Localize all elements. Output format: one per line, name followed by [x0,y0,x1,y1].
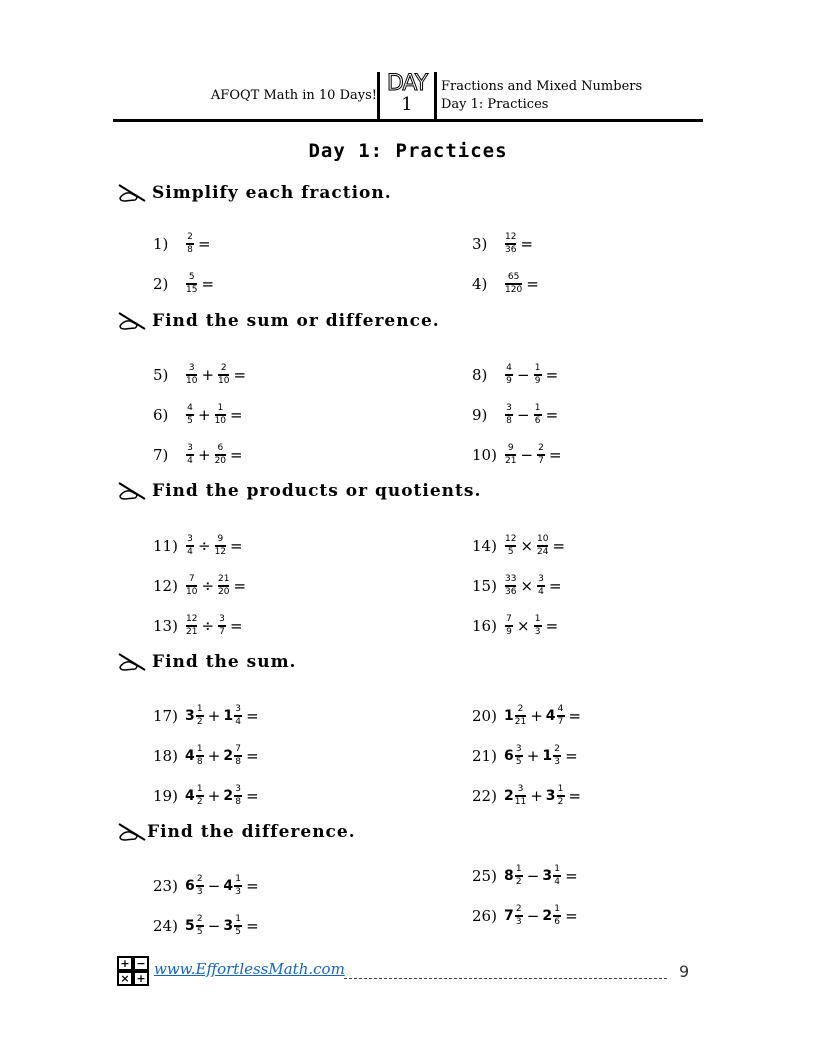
numerator: 12 [505,232,517,242]
denominator: 3 [196,887,203,897]
fraction [557,704,565,728]
section-heading [117,183,392,203]
denominator: 21 [505,456,517,466]
problem-item [472,861,578,891]
numerator: 2 [538,443,544,453]
fraction [534,614,542,638]
operator: − [207,917,221,935]
problem-number: 2) [153,275,169,293]
numerator: 3 [235,784,241,794]
numerator: 10 [537,534,549,544]
whole-number: 7 [504,908,514,924]
effortless-math-logo [117,956,149,986]
problem-item [472,360,558,390]
fraction [186,232,194,256]
problem-number: 20) [472,707,497,725]
numerator: 9 [217,534,224,544]
denominator: 36 [505,587,517,597]
denominator: 5 [235,927,241,937]
problem-number: 23) [153,877,178,895]
problem-number: 4) [472,275,488,293]
whole-number: 2 [223,788,234,804]
problem-number: 7) [153,446,169,464]
numerator: 65 [507,272,520,282]
operator: − [526,867,540,885]
website-link[interactable]: www.EffortlessMath.com [154,960,345,978]
denominator: 4 [538,587,544,597]
denominator: 8 [187,245,193,255]
denominator: 7 [219,627,225,637]
denominator: 11 [514,797,527,807]
problem-item [153,701,259,731]
operator: + [530,707,543,725]
whole-number: 4 [185,748,195,764]
problem-item [153,360,246,390]
denominator: 8 [196,757,203,767]
numerator: 3 [235,704,241,714]
numerator: 1 [235,874,241,884]
operator: + [526,747,540,765]
fraction [515,904,523,928]
equals-sign: = [545,366,559,384]
fraction [186,534,194,558]
denominator: 2 [515,877,522,887]
numerator: 4 [557,704,564,714]
problem-item [153,611,243,641]
equals-sign: = [233,577,247,595]
numerator: 2 [554,744,560,754]
numerator: 1 [515,864,522,874]
problem-number: 18) [153,747,178,765]
section-title: Find the difference. [147,822,356,842]
equals-sign: = [520,235,534,253]
fraction [186,614,197,638]
denominator: 9 [534,376,541,386]
fraction [505,232,516,256]
equals-sign: = [246,917,259,935]
fraction [505,443,516,467]
fraction [515,744,523,768]
fraction [186,574,197,598]
denominator: 4 [235,717,241,727]
fraction [215,443,226,467]
equals-sign: = [568,707,582,725]
equals-sign: = [552,537,566,555]
denominator: 4 [554,877,560,887]
header-divider [113,119,703,122]
problem-number: 12) [153,577,178,595]
numerator: 3 [538,574,544,584]
problem-number: 14) [472,537,497,555]
numerator: 5 [188,272,195,282]
section-heading [117,311,440,331]
numerator: 2 [515,904,522,914]
problem-number: 25) [472,867,497,885]
denominator: 5 [507,547,514,557]
operator: ÷ [198,537,211,555]
numerator: 1 [534,363,541,373]
numerator: 4 [506,363,512,373]
minus-icon: − [136,957,146,970]
problem-item [472,741,578,771]
problem-item [153,400,243,430]
denominator: 5 [187,416,193,426]
fraction [515,704,526,728]
whole-number: 2 [504,788,514,804]
numerator: 4 [187,403,193,413]
whole-number: 4 [223,878,234,894]
denominator: 36 [505,245,517,255]
equals-sign: = [246,877,259,895]
denominator: 10 [218,376,230,386]
problem-number: 1) [153,235,169,253]
problem-item [472,611,558,641]
problem-number: 13) [153,617,178,635]
numerator: 6 [217,443,224,453]
fraction [218,574,229,598]
operator: ÷ [201,617,215,635]
fraction [218,614,226,638]
fraction [234,784,242,808]
problem-item [153,229,211,259]
whole-number: 4 [185,788,195,804]
denominator: 24 [537,547,549,557]
problem-item [472,229,533,259]
problem-number: 10) [472,446,497,464]
problem-item [472,701,581,731]
day-label: DAY [386,71,428,96]
page-footer [117,956,693,986]
operator: + [207,787,221,805]
equals-sign: = [230,537,243,555]
denominator: 3 [515,917,522,927]
equals-sign: = [565,867,578,885]
problem-number: 26) [472,907,497,925]
equals-sign: = [246,707,259,725]
whole-number: 3 [545,788,556,804]
denominator: 2 [196,717,203,727]
numerator: 1 [554,904,560,914]
fraction [186,363,197,387]
denominator: 12 [214,547,227,557]
equals-sign: = [549,446,562,464]
equals-sign: = [230,406,243,424]
writing-hand-icon [117,481,147,501]
fraction [505,363,513,387]
chapter-info [441,78,642,114]
fraction [196,744,204,768]
denominator: 4 [187,547,193,557]
problem-item [153,269,214,299]
problem-number: 24) [153,917,178,935]
denominator: 15 [186,285,198,295]
numerator: 3 [219,614,225,624]
operator: − [526,907,540,925]
section-heading [117,822,356,842]
operator: − [207,877,221,895]
plus-icon: + [120,957,130,970]
denominator: 21 [514,717,527,727]
denominator: 8 [235,797,241,807]
equals-sign: = [201,275,215,293]
numerator: 1 [196,784,203,794]
problem-number: 3) [472,235,488,253]
operator: ÷ [201,577,215,595]
denominator: 120 [505,285,523,295]
fraction [186,443,194,467]
operator: − [517,406,530,424]
writing-hand-icon [117,822,147,842]
operator: × [517,617,530,635]
fraction [515,864,523,888]
plus-icon: + [136,972,146,985]
whole-number: 1 [223,708,234,724]
whole-number: 2 [223,748,234,764]
fraction [534,403,542,427]
whole-number: 3 [223,918,234,934]
equals-sign: = [230,617,243,635]
problem-item [153,531,243,561]
denominator: 3 [534,627,541,637]
writing-hand-icon [117,652,147,672]
denominator: 3 [235,887,241,897]
problem-number: 5) [153,366,169,384]
fraction [215,534,226,558]
numerator: 3 [187,534,193,544]
section-heading [117,481,481,501]
fraction [234,914,242,938]
problem-item [153,571,246,601]
denominator: 9 [506,376,512,386]
problem-item [472,531,565,561]
numerator: 1 [217,403,224,413]
equals-sign: = [545,406,559,424]
equals-sign: = [198,235,211,253]
denominator: 20 [214,456,227,466]
fraction [186,403,194,427]
footer-dashed-rule [344,978,667,979]
equals-sign: = [230,446,243,464]
writing-hand-icon [117,183,147,203]
numerator: 1 [534,403,541,413]
denominator: 6 [554,917,560,927]
denominator: 5 [515,757,522,767]
whole-number: 1 [504,708,514,724]
section-heading [117,652,296,672]
operator: + [198,446,211,464]
numerator: 3 [517,784,524,794]
equals-sign: = [233,366,247,384]
fraction [553,744,561,768]
denominator: 2 [196,797,203,807]
equals-sign: = [246,787,259,805]
denominator: 7 [538,456,544,466]
denominator: 20 [218,587,230,597]
page-header [113,72,703,120]
fraction [515,784,526,808]
fraction [505,272,522,296]
denominator: 10 [214,416,227,426]
denominator: 3 [554,757,560,767]
denominator: 4 [187,456,193,466]
fraction [553,904,561,928]
fraction [234,744,242,768]
numerator: 2 [196,874,203,884]
book-title: AFOQT Math in 10 Days! [210,88,377,103]
fraction [186,272,197,296]
denominator: 8 [235,757,241,767]
denominator: 2 [557,797,564,807]
numerator: 12 [505,534,517,544]
equals-sign: = [545,617,559,635]
numerator: 3 [187,443,193,453]
problem-item [153,781,259,811]
problem-number: 22) [472,787,497,805]
denominator: 6 [534,416,541,426]
numerator: 3 [188,363,195,373]
problem-item [153,741,259,771]
numerator: 1 [196,704,203,714]
numerator: 2 [517,704,524,714]
section-title: Find the products or quotients. [152,481,482,501]
whole-number: 1 [542,748,553,764]
whole-number: 3 [185,708,195,724]
problem-item [472,901,578,931]
denominator: 7 [557,717,564,727]
problem-item [472,269,539,299]
fraction [196,784,204,808]
numerator: 1 [196,744,203,754]
numerator: 33 [505,574,517,584]
numerator: 1 [554,864,560,874]
denominator: 9 [506,627,512,637]
problem-item [153,871,259,901]
fraction [196,914,204,938]
problem-number: 11) [153,537,178,555]
denominator: 8 [506,416,512,426]
fraction [215,403,226,427]
chapter-subtitle: Day 1: Practices [441,97,549,112]
equals-sign: = [549,577,562,595]
problem-number: 8) [472,366,488,384]
equals-sign: = [565,747,578,765]
numerator: 1 [557,784,564,794]
operator: × [520,537,534,555]
fraction [553,864,561,888]
operator: × [520,577,534,595]
fraction [196,704,204,728]
whole-number: 5 [185,918,195,934]
denominator: 5 [196,927,203,937]
fraction [505,534,516,558]
page-title: Day 1: Practices [308,140,508,162]
operator: − [520,446,534,464]
numerator: 3 [506,403,512,413]
operator: + [201,366,215,384]
fraction [234,874,242,898]
numerator: 9 [507,443,514,453]
operator: − [517,366,530,384]
numerator: 7 [235,744,241,754]
numerator: 1 [235,914,241,924]
writing-hand-icon [117,311,147,331]
numerator: 7 [188,574,195,584]
fraction [505,403,513,427]
problem-item [472,571,562,601]
equals-sign: = [246,747,259,765]
equals-sign: = [526,275,539,293]
whole-number: 6 [504,748,514,764]
numerator: 1 [534,614,541,624]
problem-item [153,440,243,470]
numerator: 12 [186,614,198,624]
numerator: 7 [506,614,512,624]
times-icon: × [120,972,130,985]
problem-number: 15) [472,577,497,595]
section-title: Find the sum. [152,652,297,672]
day-badge [377,72,437,120]
numerator: 3 [515,744,522,754]
fraction [234,704,242,728]
denominator: 21 [186,627,198,637]
numerator: 2 [196,914,203,924]
problem-number: 19) [153,787,178,805]
whole-number: 4 [545,708,556,724]
whole-number: 2 [542,908,553,924]
operator: + [530,787,543,805]
fraction [218,363,229,387]
section-title: Simplify each fraction. [152,183,392,203]
fraction [196,874,204,898]
numerator: 2 [187,232,193,242]
problem-item [472,400,558,430]
problem-item [472,781,581,811]
problem-item [472,440,562,470]
problem-number: 9) [472,406,488,424]
numerator: 21 [218,574,230,584]
problem-number: 17) [153,707,178,725]
whole-number: 6 [185,878,195,894]
equals-sign: = [565,907,578,925]
chapter-title: Fractions and Mixed Numbers [441,79,643,94]
fraction [505,574,516,598]
fraction [505,614,513,638]
operator: + [207,707,221,725]
problem-item [153,911,259,941]
fraction [537,534,548,558]
problem-number: 6) [153,406,169,424]
whole-number: 8 [504,868,514,884]
fraction [534,363,542,387]
operator: + [198,406,211,424]
numerator: 2 [220,363,227,373]
denominator: 10 [186,376,198,386]
denominator: 10 [186,587,198,597]
problem-number: 16) [472,617,497,635]
whole-number: 3 [542,868,553,884]
equals-sign: = [568,787,582,805]
operator: + [207,747,221,765]
section-title: Find the sum or difference. [152,311,440,331]
page-number: 9 [679,962,690,981]
fraction [557,784,565,808]
fraction [537,443,545,467]
fraction [537,574,545,598]
problem-number: 21) [472,747,497,765]
day-number: 1 [401,94,413,115]
